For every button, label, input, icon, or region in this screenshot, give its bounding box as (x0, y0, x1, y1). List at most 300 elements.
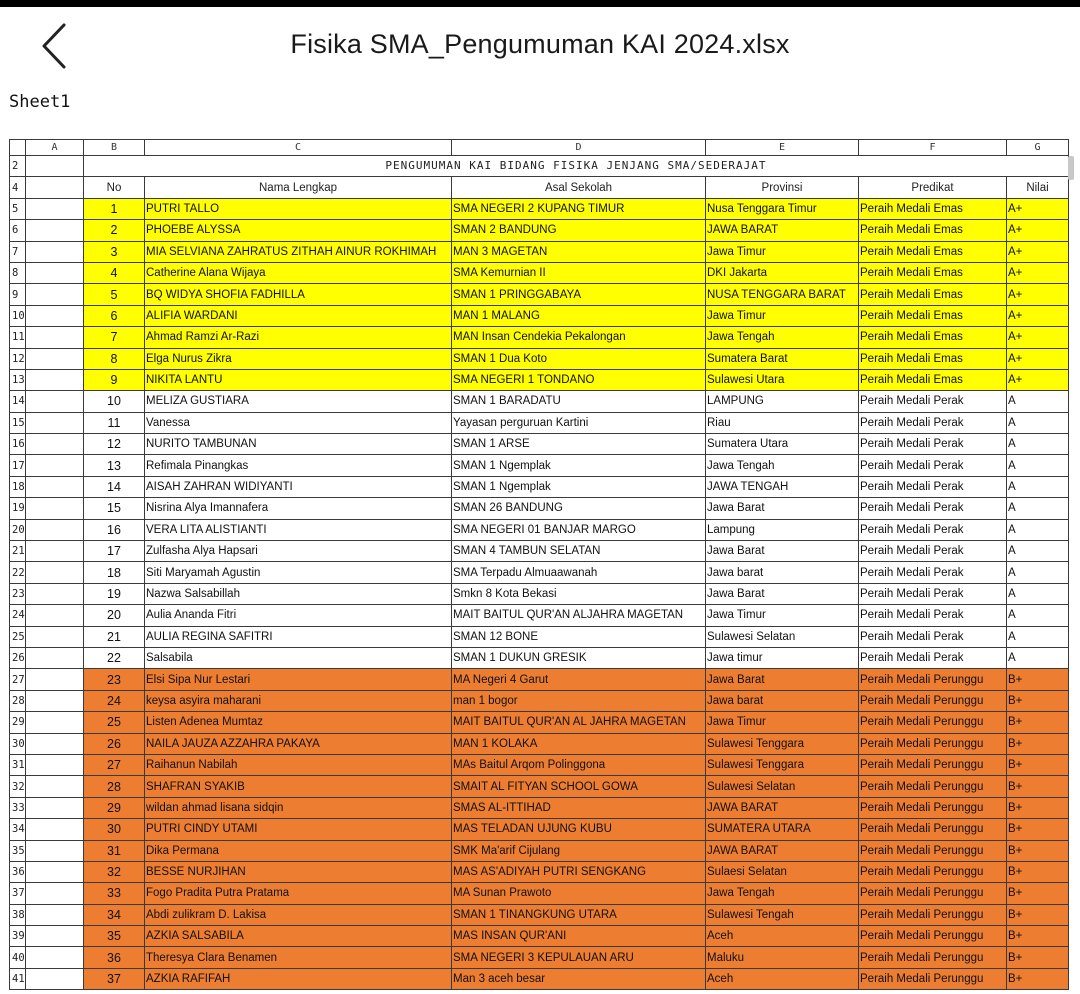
cell-nama[interactable]: MELIZA GUSTIARA (145, 391, 452, 412)
cell-nama[interactable]: Aulia Ananda Fitri (145, 605, 452, 626)
cell-predikat[interactable]: Peraih Medali Perak (859, 412, 1007, 433)
cell-predikat[interactable]: Peraih Medali Perunggu (859, 947, 1007, 968)
cell-nama[interactable]: SHAFRAN SYAKIB (145, 776, 452, 797)
cell-sekolah[interactable]: man 1 bogor (452, 690, 706, 711)
cell-provinsi[interactable]: Jawa Barat (706, 583, 859, 604)
cell-predikat[interactable]: Peraih Medali Perak (859, 605, 1007, 626)
header-sekolah[interactable]: Asal Sekolah (452, 177, 706, 198)
cell-nama[interactable]: ALIFIA WARDANI (145, 305, 452, 326)
cell-no[interactable]: 29 (84, 797, 145, 818)
cell-sekolah[interactable]: SMA Terpadu Almuaawanah (452, 562, 706, 583)
cell-sekolah[interactable]: SMK Ma'arif Cijulang (452, 840, 706, 861)
cell-nama[interactable]: Dika Permana (145, 840, 452, 861)
cell-predikat[interactable]: Peraih Medali Perunggu (859, 883, 1007, 904)
cell-nama[interactable]: Raihanun Nabilah (145, 754, 452, 775)
cell-nama[interactable]: PUTRI TALLO (145, 198, 452, 219)
cell-no[interactable]: 16 (84, 519, 145, 540)
cell-predikat[interactable]: Peraih Medali Perunggu (859, 819, 1007, 840)
cell-nama[interactable]: BQ WIDYA SHOFIA FADHILLA (145, 284, 452, 305)
cell[interactable] (26, 348, 84, 369)
cell-provinsi[interactable]: Aceh (706, 968, 859, 989)
cell-predikat[interactable]: Peraih Medali Perak (859, 541, 1007, 562)
cell-provinsi[interactable]: Jawa Barat (706, 541, 859, 562)
cell[interactable] (26, 498, 84, 519)
cell-no[interactable]: 1 (84, 198, 145, 219)
cell[interactable] (26, 776, 84, 797)
cell-provinsi[interactable]: Jawa barat (706, 562, 859, 583)
cell-nama[interactable]: Listen Adenea Mumtaz (145, 712, 452, 733)
cell-no[interactable]: 18 (84, 562, 145, 583)
cell-sekolah[interactable]: SMAN 1 BARADATU (452, 391, 706, 412)
row-number[interactable]: 38 (10, 904, 26, 925)
cell-sekolah[interactable]: SMAN 1 Dua Koto (452, 348, 706, 369)
row-number[interactable]: 10 (10, 305, 26, 326)
row-number[interactable]: 22 (10, 562, 26, 583)
cell-no[interactable]: 17 (84, 541, 145, 562)
cell-provinsi[interactable]: Jawa Timur (706, 241, 859, 262)
cell-nilai[interactable]: B+ (1007, 926, 1069, 947)
cell-nama[interactable]: Siti Maryamah Agustin (145, 562, 452, 583)
cell-no[interactable]: 15 (84, 498, 145, 519)
cell-provinsi[interactable]: Aceh (706, 926, 859, 947)
cell[interactable] (26, 583, 84, 604)
cell-no[interactable]: 4 (84, 262, 145, 283)
cell-nilai[interactable]: B+ (1007, 840, 1069, 861)
cell-sekolah[interactable]: SMAS AL-ITTIHAD (452, 797, 706, 818)
row-number[interactable]: 14 (10, 391, 26, 412)
cell-predikat[interactable]: Peraih Medali Perunggu (859, 690, 1007, 711)
row-number[interactable]: 20 (10, 519, 26, 540)
cell[interactable] (26, 541, 84, 562)
cell-sekolah[interactable]: SMA NEGERI 3 KEPULAUAN ARU (452, 947, 706, 968)
cell-nilai[interactable]: A (1007, 605, 1069, 626)
cell-nilai[interactable]: B+ (1007, 904, 1069, 925)
cell-provinsi[interactable]: JAWA TENGAH (706, 476, 859, 497)
cell-provinsi[interactable]: Jawa Tengah (706, 327, 859, 348)
cell-no[interactable]: 22 (84, 647, 145, 668)
row-number[interactable]: 26 (10, 647, 26, 668)
cell-no[interactable]: 5 (84, 284, 145, 305)
cell-nilai[interactable]: A+ (1007, 241, 1069, 262)
sheet-tab[interactable]: Sheet1 (9, 92, 71, 112)
row-number[interactable]: 33 (10, 797, 26, 818)
cell-predikat[interactable]: Peraih Medali Perunggu (859, 968, 1007, 989)
cell-nama[interactable]: Theresya Clara Benamen (145, 947, 452, 968)
cell-predikat[interactable]: Peraih Medali Emas (859, 220, 1007, 241)
cell-no[interactable]: 34 (84, 904, 145, 925)
cell[interactable] (26, 198, 84, 219)
cell[interactable] (26, 904, 84, 925)
row-number[interactable]: 24 (10, 605, 26, 626)
cell-sekolah[interactable]: MAN 3 MAGETAN (452, 241, 706, 262)
cell-provinsi[interactable]: Sumatera Utara (706, 434, 859, 455)
cell-nilai[interactable]: B+ (1007, 861, 1069, 882)
cell-nilai[interactable]: B+ (1007, 819, 1069, 840)
cell-predikat[interactable]: Peraih Medali Perunggu (859, 797, 1007, 818)
cell-provinsi[interactable]: Sulaesi Selatan (706, 861, 859, 882)
cell-no[interactable]: 35 (84, 926, 145, 947)
cell[interactable] (26, 391, 84, 412)
column-header-g[interactable]: G (1007, 140, 1069, 156)
cell-no[interactable]: 33 (84, 883, 145, 904)
cell[interactable] (26, 669, 84, 690)
cell-no[interactable]: 36 (84, 947, 145, 968)
cell-nama[interactable]: NIKITA LANTU (145, 369, 452, 390)
row-number[interactable]: 39 (10, 926, 26, 947)
cell-nilai[interactable]: A+ (1007, 327, 1069, 348)
cell-sekolah[interactable]: MAN 1 MALANG (452, 305, 706, 326)
cell-sekolah[interactable]: Smkn 8 Kota Bekasi (452, 583, 706, 604)
cell-nama[interactable]: Elsi Sipa Nur Lestari (145, 669, 452, 690)
cell-sekolah[interactable]: SMAN 2 BANDUNG (452, 220, 706, 241)
cell-no[interactable]: 11 (84, 412, 145, 433)
row-number[interactable]: 16 (10, 434, 26, 455)
cell-predikat[interactable]: Peraih Medali Emas (859, 305, 1007, 326)
row-number[interactable]: 31 (10, 754, 26, 775)
cell-nilai[interactable]: A+ (1007, 198, 1069, 219)
cell-no[interactable]: 26 (84, 733, 145, 754)
cell[interactable] (26, 284, 84, 305)
cell-provinsi[interactable]: Maluku (706, 947, 859, 968)
cell[interactable] (26, 861, 84, 882)
cell-no[interactable]: 28 (84, 776, 145, 797)
cell-nama[interactable]: AZKIA RAFIFAH (145, 968, 452, 989)
cell-nilai[interactable]: A+ (1007, 305, 1069, 326)
cell[interactable] (26, 241, 84, 262)
cell-no[interactable]: 27 (84, 754, 145, 775)
cell[interactable] (26, 947, 84, 968)
cell[interactable] (26, 177, 84, 198)
cell-predikat[interactable]: Peraih Medali Perunggu (859, 926, 1007, 947)
cell[interactable] (26, 733, 84, 754)
cell-no[interactable]: 3 (84, 241, 145, 262)
cell-predikat[interactable]: Peraih Medali Emas (859, 284, 1007, 305)
row-number[interactable]: 27 (10, 669, 26, 690)
row-number[interactable]: 28 (10, 690, 26, 711)
row-number[interactable]: 25 (10, 626, 26, 647)
column-header-b[interactable]: B (84, 140, 145, 156)
cell[interactable] (26, 968, 84, 989)
row-number[interactable]: 19 (10, 498, 26, 519)
cell-predikat[interactable]: Peraih Medali Perak (859, 519, 1007, 540)
cell-nilai[interactable]: A (1007, 562, 1069, 583)
cell-sekolah[interactable]: SMAN 1 Ngemplak (452, 455, 706, 476)
cell-nilai[interactable]: B+ (1007, 776, 1069, 797)
row-number[interactable]: 23 (10, 583, 26, 604)
cell-sekolah[interactable]: SMAN 4 TAMBUN SELATAN (452, 541, 706, 562)
row-number[interactable]: 8 (10, 262, 26, 283)
column-header-e[interactable]: E (706, 140, 859, 156)
row-number[interactable]: 34 (10, 819, 26, 840)
cell-predikat[interactable]: Peraih Medali Perak (859, 434, 1007, 455)
cell-nama[interactable]: Vanessa (145, 412, 452, 433)
row-number[interactable]: 37 (10, 883, 26, 904)
cell-no[interactable]: 13 (84, 455, 145, 476)
row-number[interactable]: 36 (10, 861, 26, 882)
cell-nilai[interactable]: A (1007, 434, 1069, 455)
cell-predikat[interactable]: Peraih Medali Perunggu (859, 776, 1007, 797)
cell-no[interactable]: 7 (84, 327, 145, 348)
cell-sekolah[interactable]: SMAN 1 PRINGGABAYA (452, 284, 706, 305)
cell-provinsi[interactable]: Sumatera Barat (706, 348, 859, 369)
corner-cell[interactable] (10, 140, 26, 156)
cell-predikat[interactable]: Peraih Medali Emas (859, 348, 1007, 369)
cell-no[interactable]: 23 (84, 669, 145, 690)
cell[interactable] (26, 926, 84, 947)
cell-provinsi[interactable]: Sulawesi Selatan (706, 776, 859, 797)
cell-nama[interactable]: Refimala Pinangkas (145, 455, 452, 476)
cell[interactable] (26, 412, 84, 433)
cell-sekolah[interactable]: Yayasan perguruan Kartini (452, 412, 706, 433)
cell-nama[interactable]: VERA LITA ALISTIANTI (145, 519, 452, 540)
cell-no[interactable]: 24 (84, 690, 145, 711)
cell-no[interactable]: 25 (84, 712, 145, 733)
cell-nama[interactable]: Nazwa Salsabillah (145, 583, 452, 604)
cell-nilai[interactable]: B+ (1007, 669, 1069, 690)
cell-predikat[interactable]: Peraih Medali Perak (859, 498, 1007, 519)
header-nama[interactable]: Nama Lengkap (145, 177, 452, 198)
cell[interactable] (26, 369, 84, 390)
cell[interactable] (26, 690, 84, 711)
cell-nilai[interactable]: A+ (1007, 348, 1069, 369)
cell-sekolah[interactable]: MAs Baitul Arqom Polinggona (452, 754, 706, 775)
cell-provinsi[interactable]: Sulawesi Tengah (706, 904, 859, 925)
cell-nama[interactable]: Zulfasha Alya Hapsari (145, 541, 452, 562)
cell-predikat[interactable]: Peraih Medali Perak (859, 647, 1007, 668)
cell-no[interactable]: 20 (84, 605, 145, 626)
cell-predikat[interactable]: Peraih Medali Perunggu (859, 712, 1007, 733)
cell-sekolah[interactable]: SMAN 1 DUKUN GRESIK (452, 647, 706, 668)
row-number[interactable]: 17 (10, 455, 26, 476)
row-number[interactable]: 11 (10, 327, 26, 348)
banner-title[interactable]: PENGUMUMAN KAI BIDANG FISIKA JENJANG SMA/SEDERAJAT (84, 156, 1069, 177)
cell-predikat[interactable]: Peraih Medali Emas (859, 369, 1007, 390)
cell-nama[interactable]: AULIA REGINA SAFITRI (145, 626, 452, 647)
cell-nama[interactable]: AZKIA SALSABILA (145, 926, 452, 947)
cell-predikat[interactable]: Peraih Medali Perak (859, 391, 1007, 412)
cell-predikat[interactable]: Peraih Medali Emas (859, 198, 1007, 219)
cell[interactable] (26, 327, 84, 348)
cell-no[interactable]: 31 (84, 840, 145, 861)
cell[interactable] (26, 626, 84, 647)
row-number[interactable]: 15 (10, 412, 26, 433)
column-header-c[interactable]: C (145, 140, 452, 156)
cell-nilai[interactable]: B+ (1007, 797, 1069, 818)
cell[interactable] (26, 754, 84, 775)
cell-provinsi[interactable]: NUSA TENGGARA BARAT (706, 284, 859, 305)
cell-provinsi[interactable]: SUMATERA UTARA (706, 819, 859, 840)
cell-nilai[interactable]: B+ (1007, 947, 1069, 968)
cell-provinsi[interactable]: Jawa Barat (706, 669, 859, 690)
row-number[interactable]: 35 (10, 840, 26, 861)
cell-nilai[interactable]: B+ (1007, 968, 1069, 989)
row-number[interactable]: 6 (10, 220, 26, 241)
cell[interactable] (26, 476, 84, 497)
cell-provinsi[interactable]: JAWA BARAT (706, 797, 859, 818)
cell-nama[interactable]: Catherine Alana Wijaya (145, 262, 452, 283)
cell-predikat[interactable]: Peraih Medali Perak (859, 455, 1007, 476)
header-provinsi[interactable]: Provinsi (706, 177, 859, 198)
cell-sekolah[interactable]: SMAN 12 BONE (452, 626, 706, 647)
cell-sekolah[interactable]: SMA Kemurnian II (452, 262, 706, 283)
cell-nama[interactable]: Abdi zulikram D. Lakisa (145, 904, 452, 925)
cell-predikat[interactable]: Peraih Medali Perak (859, 562, 1007, 583)
cell-no[interactable]: 6 (84, 305, 145, 326)
cell-provinsi[interactable]: Jawa Timur (706, 605, 859, 626)
cell-predikat[interactable]: Peraih Medali Perak (859, 626, 1007, 647)
cell[interactable] (26, 220, 84, 241)
cell-nilai[interactable]: B+ (1007, 733, 1069, 754)
cell-sekolah[interactable]: SMA NEGERI 1 TONDANO (452, 369, 706, 390)
cell-nilai[interactable]: A (1007, 583, 1069, 604)
cell-predikat[interactable]: Peraih Medali Perak (859, 476, 1007, 497)
cell-nama[interactable]: wildan ahmad lisana sidqin (145, 797, 452, 818)
row-number[interactable]: 18 (10, 476, 26, 497)
cell[interactable] (26, 840, 84, 861)
cell-predikat[interactable]: Peraih Medali Emas (859, 262, 1007, 283)
row-number[interactable]: 4 (10, 177, 26, 198)
cell-nama[interactable]: Ahmad Ramzi Ar-Razi (145, 327, 452, 348)
cell-sekolah[interactable]: MAN 1 KOLAKA (452, 733, 706, 754)
cell-nilai[interactable]: A+ (1007, 284, 1069, 305)
cell-sekolah[interactable]: MAIT BAITUL QUR'AN ALJAHRA MAGETAN (452, 605, 706, 626)
cell-nilai[interactable]: A+ (1007, 262, 1069, 283)
cell-predikat[interactable]: Peraih Medali Perunggu (859, 669, 1007, 690)
cell-provinsi[interactable]: Sulawesi Tenggara (706, 754, 859, 775)
cell-no[interactable]: 9 (84, 369, 145, 390)
header-nilai[interactable]: Nilai (1007, 177, 1069, 198)
cell-provinsi[interactable]: DKI Jakarta (706, 262, 859, 283)
cell-sekolah[interactable]: SMAN 1 TINANGKUNG UTARA (452, 904, 706, 925)
header-no[interactable]: No (84, 177, 145, 198)
cell-sekolah[interactable]: MAS AS'ADIYAH PUTRI SENGKANG (452, 861, 706, 882)
cell[interactable] (26, 305, 84, 326)
cell-provinsi[interactable]: Nusa Tenggara Timur (706, 198, 859, 219)
cell-no[interactable]: 14 (84, 476, 145, 497)
cell-predikat[interactable]: Peraih Medali Perunggu (859, 754, 1007, 775)
cell-predikat[interactable]: Peraih Medali Emas (859, 241, 1007, 262)
cell-predikat[interactable]: Peraih Medali Perunggu (859, 861, 1007, 882)
cell-nilai[interactable]: A (1007, 541, 1069, 562)
cell-nilai[interactable]: A+ (1007, 369, 1069, 390)
cell-nama[interactable]: PUTRI CINDY UTAMI (145, 819, 452, 840)
cell-sekolah[interactable]: MAN Insan Cendekia Pekalongan (452, 327, 706, 348)
cell-provinsi[interactable]: Jawa Barat (706, 498, 859, 519)
cell[interactable] (26, 156, 84, 177)
cell-sekolah[interactable]: MA Negeri 4 Garut (452, 669, 706, 690)
cell-sekolah[interactable]: SMAN 26 BANDUNG (452, 498, 706, 519)
cell-provinsi[interactable]: Sulawesi Utara (706, 369, 859, 390)
cell[interactable] (26, 562, 84, 583)
cell-no[interactable]: 12 (84, 434, 145, 455)
cell-no[interactable]: 10 (84, 391, 145, 412)
cell-provinsi[interactable]: Jawa timur (706, 647, 859, 668)
cell-nilai[interactable]: A (1007, 412, 1069, 433)
row-number[interactable]: 32 (10, 776, 26, 797)
cell[interactable] (26, 434, 84, 455)
row-number[interactable]: 41 (10, 968, 26, 989)
cell-no[interactable]: 30 (84, 819, 145, 840)
cell-provinsi[interactable]: Sulawesi Selatan (706, 626, 859, 647)
cell[interactable] (26, 819, 84, 840)
cell-no[interactable]: 32 (84, 861, 145, 882)
cell-nama[interactable]: PHOEBE ALYSSA (145, 220, 452, 241)
cell-predikat[interactable]: Peraih Medali Emas (859, 327, 1007, 348)
cell-nama[interactable]: Elga Nurus Zikra (145, 348, 452, 369)
cell[interactable] (26, 797, 84, 818)
cell-predikat[interactable]: Peraih Medali Perak (859, 583, 1007, 604)
cell-sekolah[interactable]: SMAN 1 ARSE (452, 434, 706, 455)
cell-provinsi[interactable]: LAMPUNG (706, 391, 859, 412)
cell[interactable] (26, 262, 84, 283)
scrollbar-thumb[interactable] (1068, 156, 1074, 180)
row-number[interactable]: 29 (10, 712, 26, 733)
cell-provinsi[interactable]: Lampung (706, 519, 859, 540)
row-number[interactable]: 30 (10, 733, 26, 754)
cell-provinsi[interactable]: JAWA BARAT (706, 840, 859, 861)
cell-sekolah[interactable]: SMA NEGERI 01 BANJAR MARGO (452, 519, 706, 540)
cell-no[interactable]: 21 (84, 626, 145, 647)
cell-no[interactable]: 37 (84, 968, 145, 989)
cell-nilai[interactable]: B+ (1007, 690, 1069, 711)
row-number[interactable]: 40 (10, 947, 26, 968)
cell-predikat[interactable]: Peraih Medali Perunggu (859, 904, 1007, 925)
column-header-d[interactable]: D (452, 140, 706, 156)
cell[interactable] (26, 455, 84, 476)
cell-sekolah[interactable]: SMAIT AL FITYAN SCHOOL GOWA (452, 776, 706, 797)
cell-sekolah[interactable]: MAS INSAN QUR'ANI (452, 926, 706, 947)
cell-sekolah[interactable]: MAIT BAITUL QUR'AN AL JAHRA MAGETAN (452, 712, 706, 733)
cell-nama[interactable]: Salsabila (145, 647, 452, 668)
cell-provinsi[interactable]: Jawa Timur (706, 712, 859, 733)
cell[interactable] (26, 519, 84, 540)
cell-nilai[interactable]: B+ (1007, 883, 1069, 904)
cell-no[interactable]: 8 (84, 348, 145, 369)
row-number[interactable]: 9 (10, 284, 26, 305)
cell[interactable] (26, 647, 84, 668)
cell-nilai[interactable]: A (1007, 647, 1069, 668)
cell-nilai[interactable]: A (1007, 626, 1069, 647)
cell-nilai[interactable]: A (1007, 498, 1069, 519)
row-number[interactable]: 2 (10, 156, 26, 177)
cell-no[interactable]: 19 (84, 583, 145, 604)
cell-predikat[interactable]: Peraih Medali Perunggu (859, 733, 1007, 754)
row-number[interactable]: 12 (10, 348, 26, 369)
cell-nama[interactable]: MIA SELVIANA ZAHRATUS ZITHAH AINUR ROKHIMAH (145, 241, 452, 262)
row-number[interactable]: 13 (10, 369, 26, 390)
header-predikat[interactable]: Predikat (859, 177, 1007, 198)
cell-nama[interactable]: Fogo Pradita Putra Pratama (145, 883, 452, 904)
cell-provinsi[interactable]: Jawa Timur (706, 305, 859, 326)
cell-sekolah[interactable]: MA Sunan Prawoto (452, 883, 706, 904)
column-header-f[interactable]: F (859, 140, 1007, 156)
cell-nama[interactable]: NAILA JAUZA AZZAHRA PAKAYA (145, 733, 452, 754)
cell[interactable] (26, 712, 84, 733)
cell-sekolah[interactable]: SMAN 1 Ngemplak (452, 476, 706, 497)
cell-provinsi[interactable]: Sulawesi Tenggara (706, 733, 859, 754)
cell-sekolah[interactable]: MAS TELADAN UJUNG KUBU (452, 819, 706, 840)
cell-nilai[interactable]: A (1007, 455, 1069, 476)
cell-sekolah[interactable]: SMA NEGERI 2 KUPANG TIMUR (452, 198, 706, 219)
column-header-a[interactable]: A (26, 140, 84, 156)
cell-no[interactable]: 2 (84, 220, 145, 241)
cell-nilai[interactable]: A (1007, 391, 1069, 412)
cell-provinsi[interactable]: Riau (706, 412, 859, 433)
cell-provinsi[interactable]: JAWA BARAT (706, 220, 859, 241)
cell-provinsi[interactable]: Jawa Tengah (706, 883, 859, 904)
cell-provinsi[interactable]: Jawa barat (706, 690, 859, 711)
cell-nama[interactable]: AISAH ZAHRAN WIDIYANTI (145, 476, 452, 497)
